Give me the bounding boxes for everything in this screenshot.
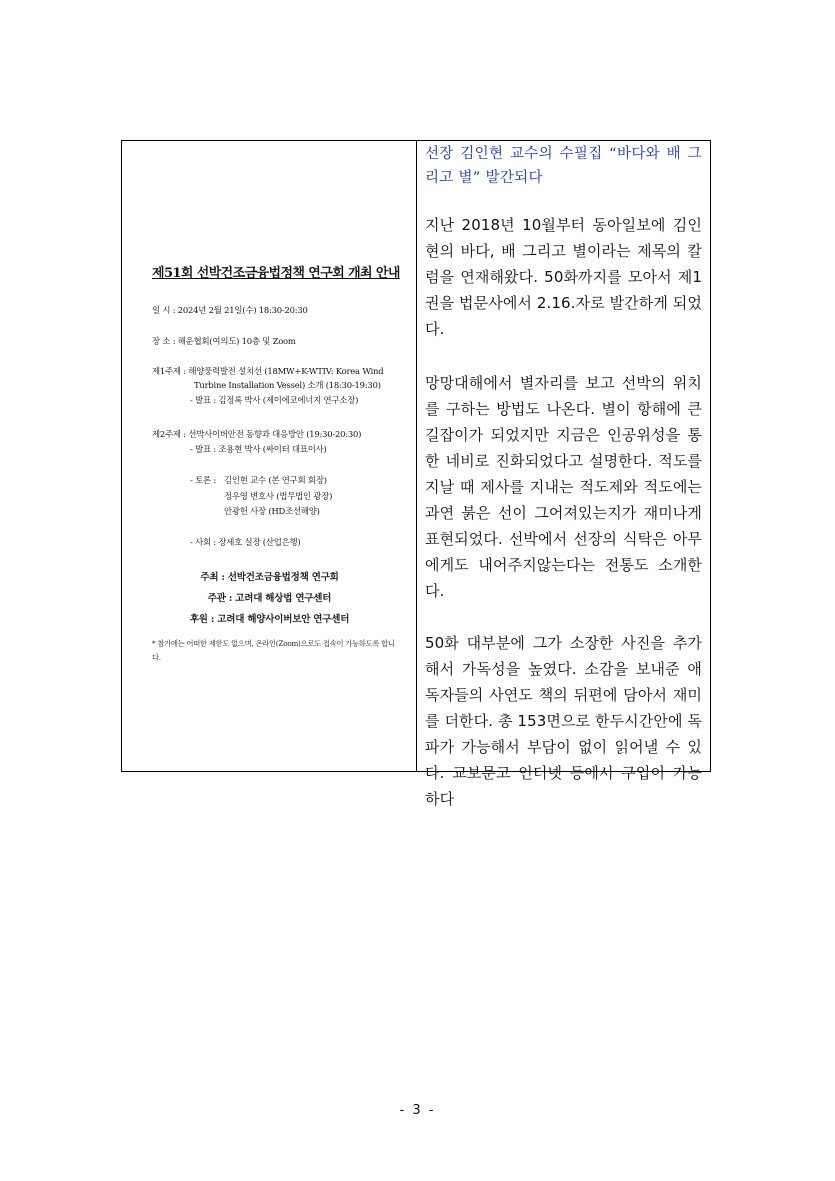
host: 주최 : 선박건조금융법정책 연구회 [200, 572, 339, 583]
date-row [152, 303, 308, 317]
place-value: 해운협회(여의도) 10층 및 Zoom [177, 336, 296, 346]
organizer: 주관 : 고려대 해상법 연구센터 [207, 593, 332, 604]
topic1-label: 제1주제 : [152, 366, 186, 376]
discussion-2: 정우영 변호사 (법무법인 광장) [224, 491, 333, 501]
topic1-line1: 해양풍력발전 설치선 (18MW+K-WTIV: Korea Wind [188, 366, 384, 376]
place-label: 장 소 : [152, 336, 176, 346]
discussion-label: - 토론 : [190, 475, 216, 485]
article-paragraph-1: 지난 2018년 10월부터 동아일보에 김인현의 바다, 배 그리고 별이라는 제목의 칼럼을 연재해왔다. 50화까지를 모아서 제1권을 법문사에서 2.16.자로 발간하게 되었다. [425, 216, 702, 338]
date-value: 2024년 2월 21일(수) 18:30-20:30 [177, 305, 308, 315]
notice-title: 제51회 선박건조금융법정책 연구회 개최 안내 [152, 266, 400, 281]
discussion-1: 김인현 교수 (본 연구회 회장) [224, 475, 327, 485]
place-row [152, 334, 296, 348]
topic1-presenter: - 발표 : 김정록 박사 (제이에코에너지 연구소장) [190, 395, 359, 405]
date-label: 일 시 : [152, 305, 176, 315]
article-paragraph-3: 50화 대부분에 그가 소장한 사진을 추가해서 가독성을 높였다. 소감을 보내준 애독자들의 사연도 책의 뒤편에 담아서 재미를 더한다. 총 153면으로 한두시간안에 독파가 가능해서 부담이 없이 읽어낼 수 있다. 교보문고 인터넷 등에서 구입이 가능하다 [425, 634, 702, 808]
notice-cell [122, 141, 417, 771]
topic2-line1: 선박사이버안전 동향과 대응방안 (19:30-20:30) [188, 429, 362, 439]
topic2-row [152, 427, 361, 441]
moderator: - 사회 : 장세호 실장 (산업은행) [190, 537, 301, 547]
page-number: - 3 - [399, 1103, 436, 1118]
article-cell [417, 141, 710, 808]
topic1-line2: Turbine Installation Vessel) 소개 (18:30-19:30) [194, 380, 381, 390]
topic1-row [152, 364, 383, 378]
sponsor: 후원 : 고려대 해양사이버보안 연구센터 [189, 614, 350, 625]
participation-note: * 참가에는 어떠한 제한도 없으며, 온라인(Zoom)으로도 접속이 가능하도록 합니다. [152, 639, 395, 662]
content-table [121, 140, 711, 808]
topic2-label: 제2주제 : [152, 429, 186, 439]
discussion-3: 안광헌 사장 (HD조선해양) [224, 506, 320, 516]
article-paragraph-2: 망망대해에서 별자리를 보고 선박의 위치를 구하는 방법도 나온다. 별이 항해에 큰 길잡이가 되었지만 지금은 인공위성을 통한 네비로 진화되었다고 설명한다. 적도를 지날 때 제사를 지내는 적도제와 적도에는 과연 붉은 선이 그어져있는지가 재미나게 표현되었다. 선박에서 선장의 식탁은 아무에게도 내어주지않는다는 전통도 소개한다. [425, 374, 702, 600]
topic2-presenter: - 발표 : 조용현 박사 (싸이터 대표이사) [190, 444, 327, 454]
article-title: 선장 김인현 교수의 수필집 “바다와 배 그리고 별” 발간되다 [425, 146, 702, 186]
